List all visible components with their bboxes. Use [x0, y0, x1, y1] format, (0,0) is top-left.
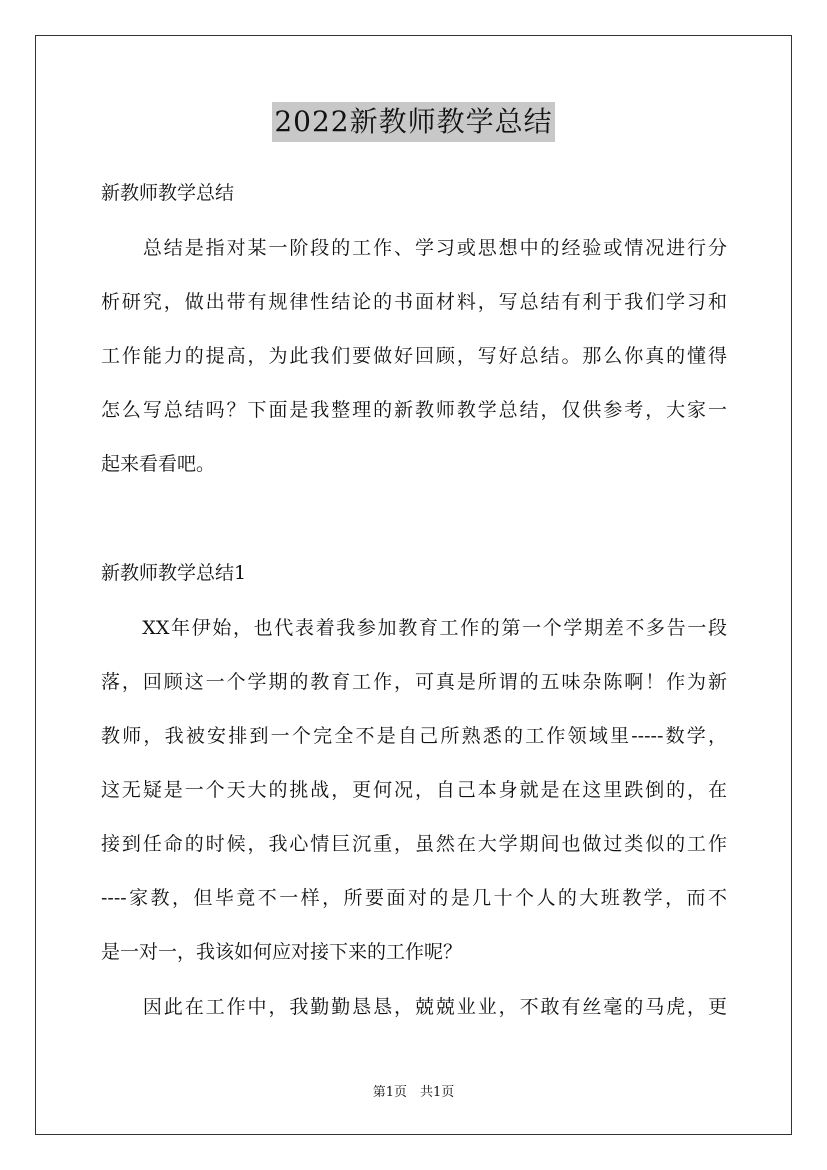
- title-container: [0, 102, 827, 142]
- heading-intro: 新教师教学总结: [101, 182, 235, 204]
- document-title: 2022新教师教学总结: [272, 102, 554, 142]
- paragraph-line: XX年伊始，也代表着我参加教育工作的第一个学期差不多告一段: [101, 617, 727, 639]
- section-heading: 新教师教学总结1: [101, 562, 247, 584]
- paragraph-line: 工作能力的提高，为此我们要做好回顾，写好总结。那么你真的懂得: [101, 345, 727, 367]
- paragraph-line: 起来看看吧。: [101, 453, 216, 475]
- paragraph-line: 析研究，做出带有规律性结论的书面材料，写总结有利于我们学习和: [101, 291, 727, 313]
- paragraph-line: 总结是指对某一阶段的工作、学习或思想中的经验或情况进行分: [101, 237, 727, 259]
- paragraph-line: ----家教，但毕竟不一样，所要面对的是几十个人的大班教学，而不: [101, 887, 727, 909]
- page-footer: 第1页 共1页: [372, 1085, 455, 1100]
- paragraph-line: 因此在工作中，我勤勤恳恳，兢兢业业，不敢有丝毫的马虎，更: [101, 996, 727, 1018]
- paragraph-line: 怎么写总结吗？下面是我整理的新教师教学总结，仅供参考，大家一: [101, 399, 727, 421]
- paragraph-line: 落，回顾这一个学期的教育工作，可真是所谓的五味杂陈啊！作为新: [101, 671, 727, 693]
- paragraph-line: 教师，我被安排到一个完全不是自己所熟悉的工作领域里-----数学，: [101, 725, 727, 747]
- paragraph-line: 这无疑是一个天大的挑战，更何况，自己本身就是在这里跌倒的，在: [101, 779, 727, 801]
- paragraph-line: 接到任命的时候，我心情巨沉重，虽然在大学期间也做过类似的工作: [101, 833, 727, 855]
- paragraph-line: 是一对一，我该如何应对接下来的工作呢？: [101, 941, 463, 963]
